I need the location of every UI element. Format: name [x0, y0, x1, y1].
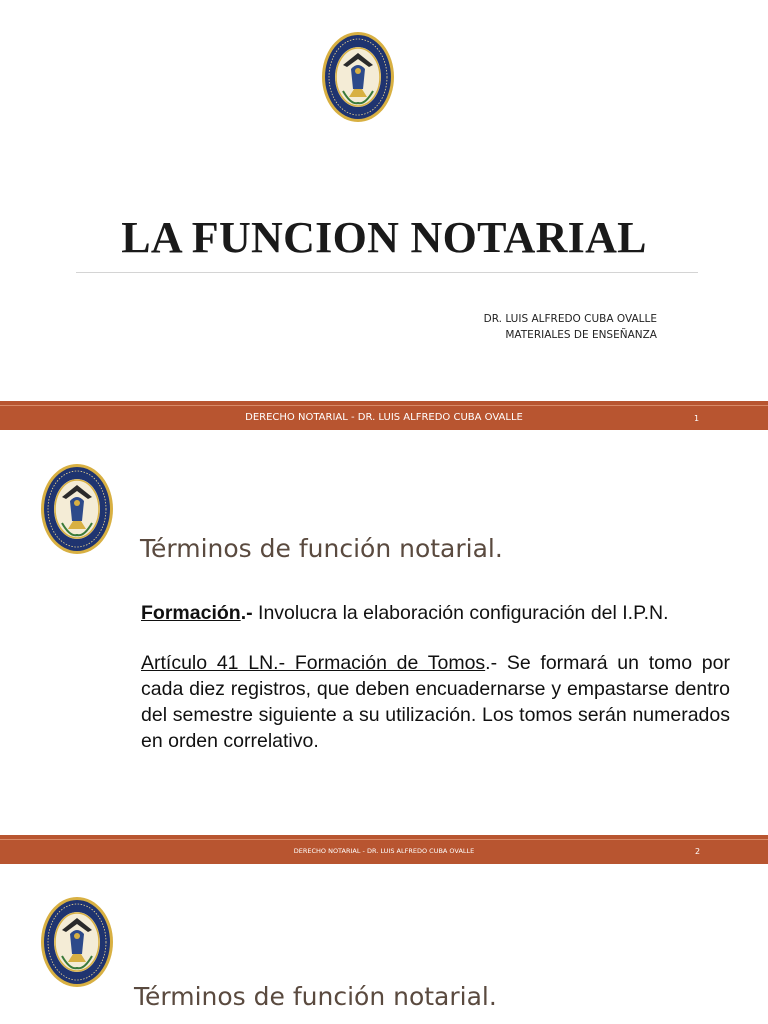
slide-2: [0, 432, 768, 865]
definition-paragraph: [141, 600, 730, 626]
footer-text: DERECHO NOTARIAL - DR. LUIS ALFREDO CUBA OVALLE: [293, 847, 475, 855]
slide-1: [0, 0, 768, 432]
defined-term: Formación: [141, 602, 241, 624]
footer-accent-line: [0, 405, 768, 406]
slide-footer: [0, 835, 768, 864]
subtitle-block: [484, 311, 657, 343]
page-number: 2: [695, 847, 701, 856]
slide-3: [0, 865, 768, 1024]
university-seal-logo: [40, 896, 114, 988]
author-name: DR. LUIS ALFREDO CUBA OVALLE: [483, 313, 657, 325]
section-heading: Términos de función notarial.: [140, 534, 503, 563]
article-title: Artículo 41 LN.- Formación de Tomos: [141, 652, 486, 674]
presentation-title: LA FUNCION NOTARIAL: [121, 213, 647, 262]
article-paragraph: [141, 650, 730, 754]
university-seal-logo: [40, 463, 114, 555]
term-separator: .-: [240, 602, 253, 624]
footer-accent-line: [0, 839, 768, 840]
section-heading: Términos de función notarial.: [134, 982, 497, 1011]
slide-footer: [0, 401, 768, 430]
term-definition: Involucra la elaboración configuración del I.P.N.: [252, 602, 669, 624]
article-text: .- Se formará un tomo por cada diez registros, que deben encuadernarse y empastarse dentro del semestre siguiente a su utilización. Los tomos serán numerados en orden correlativo.: [141, 652, 730, 752]
university-seal-logo: [321, 31, 395, 123]
page-number: 1: [694, 414, 700, 423]
subtitle-text: MATERIALES DE ENSEÑANZA: [505, 329, 657, 341]
footer-text: DERECHO NOTARIAL - DR. LUIS ALFREDO CUBA OVALLE: [245, 412, 523, 423]
title-divider: [76, 272, 698, 273]
